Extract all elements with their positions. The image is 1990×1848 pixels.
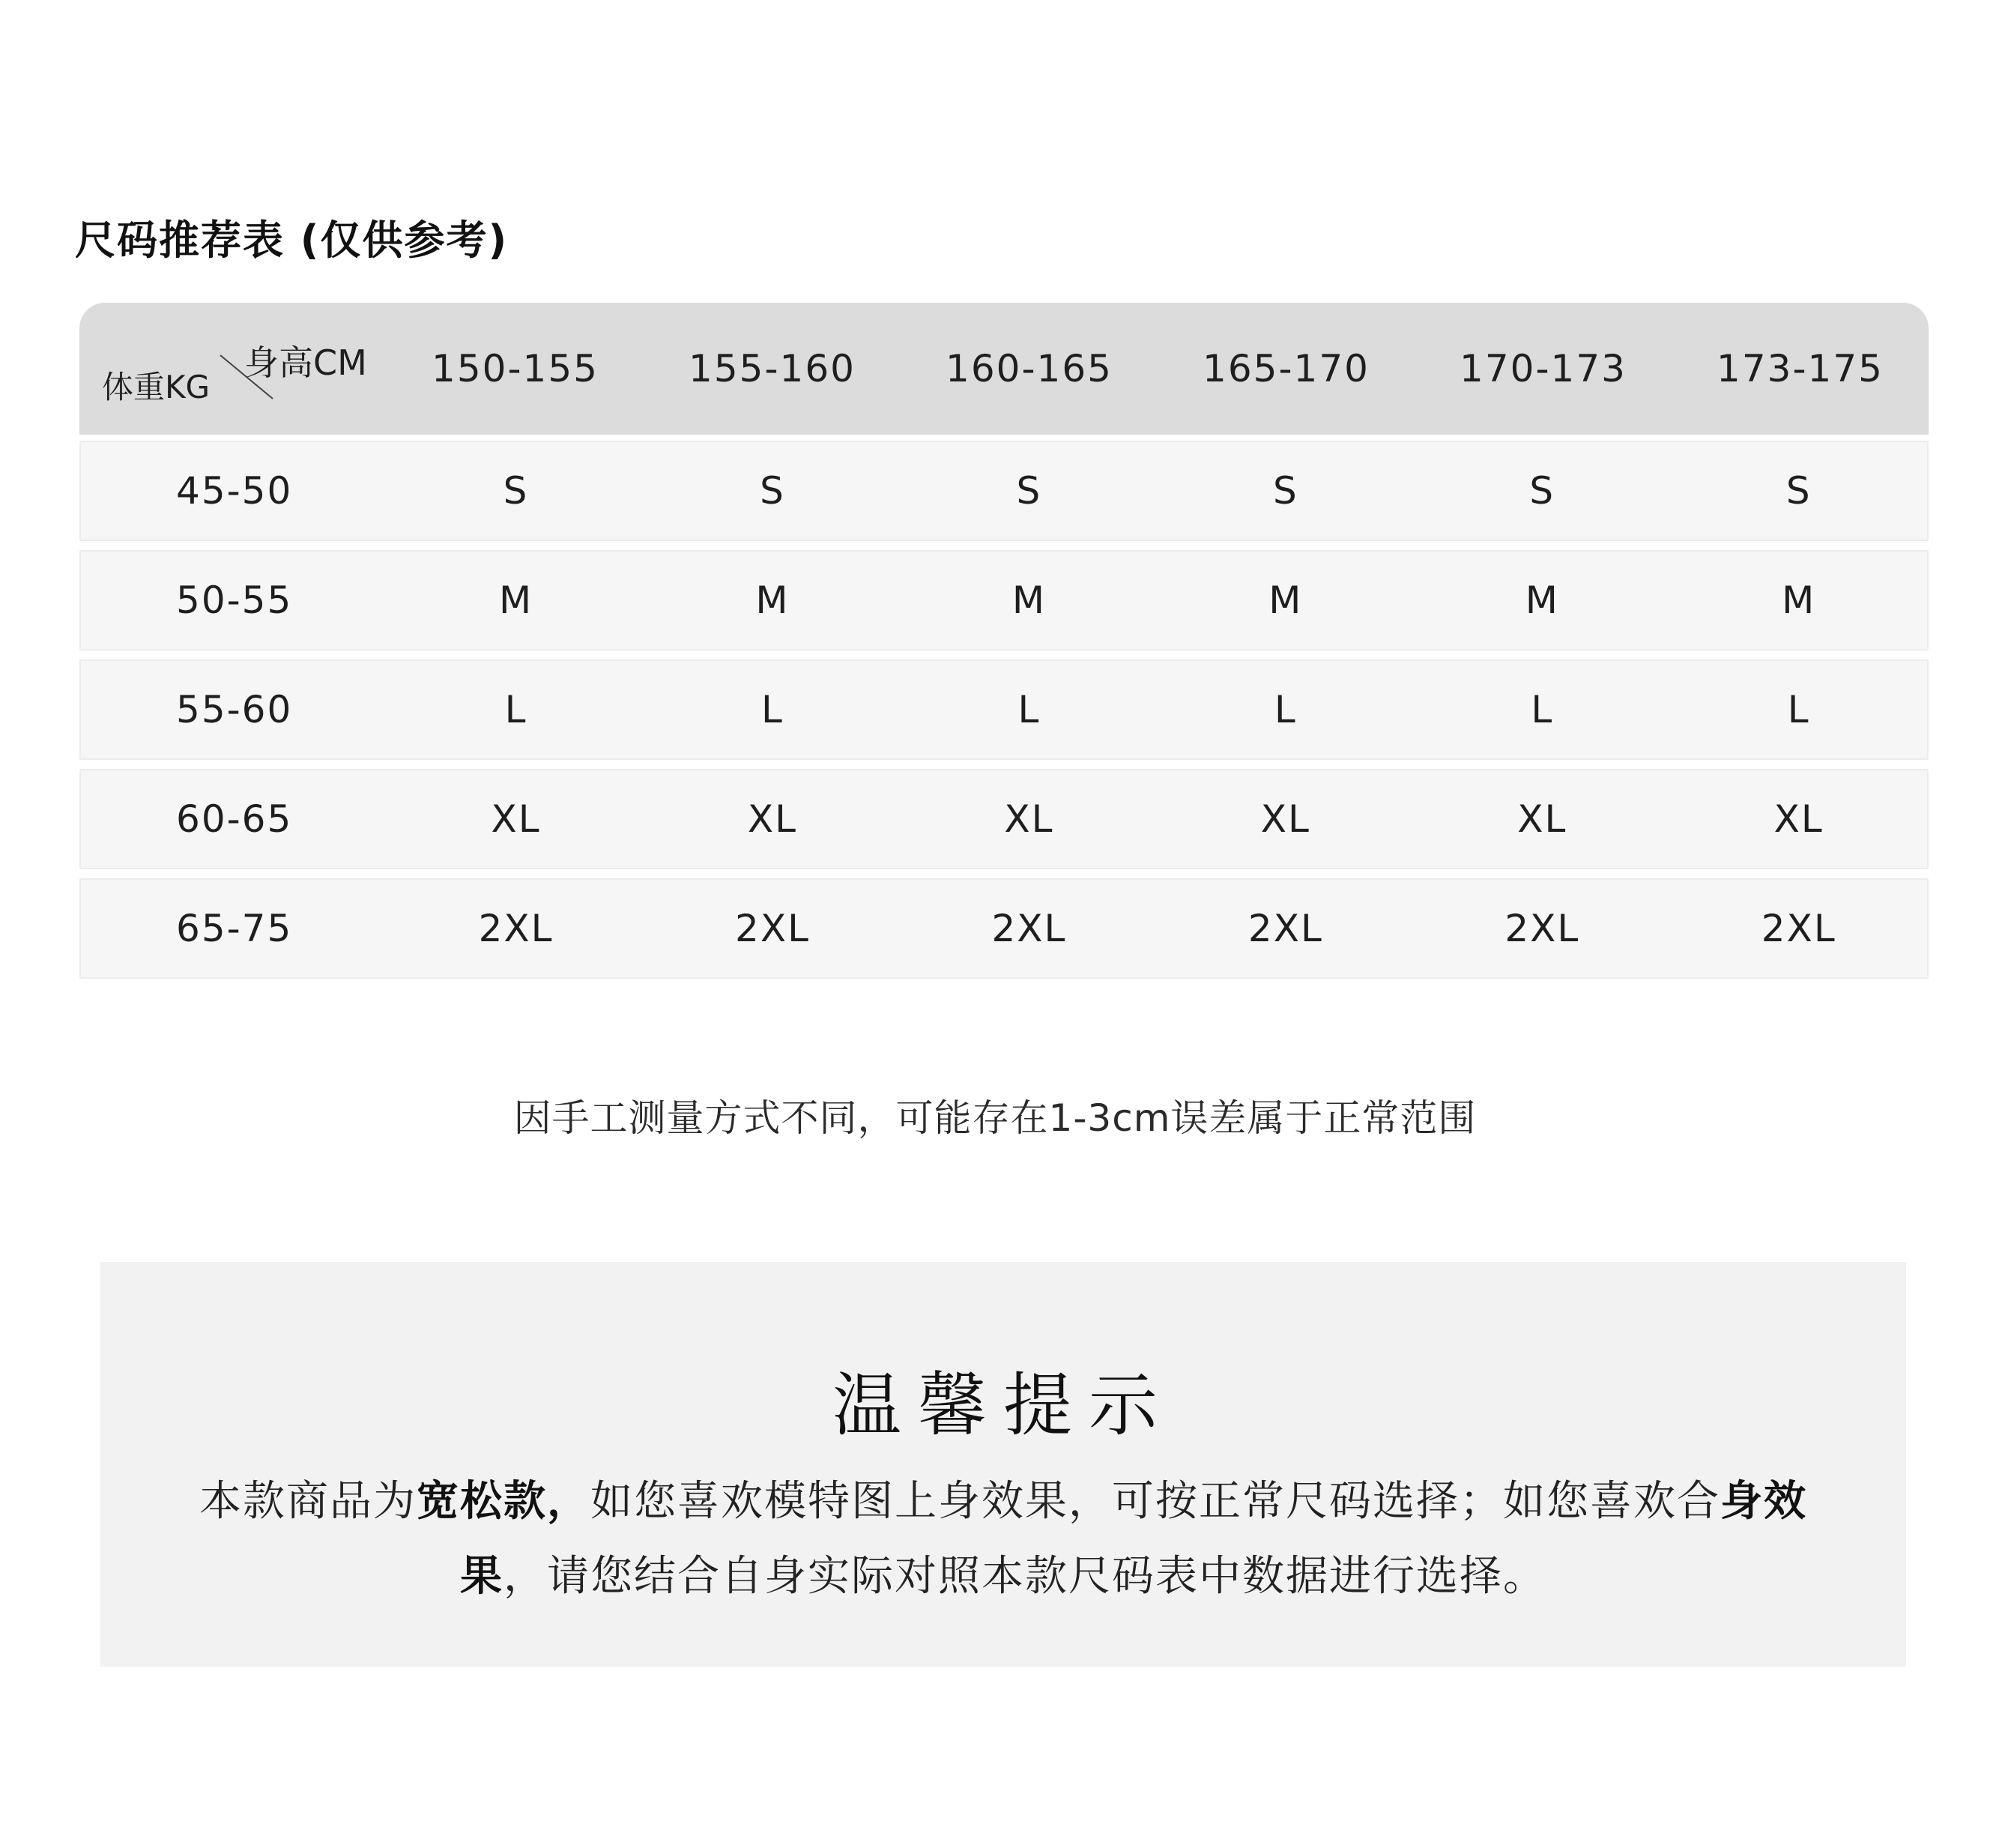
size-cell: 2XL: [1247, 907, 1323, 950]
tips-text: [168, 1464, 1839, 1614]
size-cell: 2XL: [1761, 907, 1836, 950]
header-height-range: 170-173: [1460, 347, 1627, 390]
size-cell: S: [1272, 469, 1298, 513]
size-cell: 2XL: [735, 907, 810, 950]
size-cell: M: [1268, 579, 1303, 622]
size-cell: XL: [1517, 797, 1567, 841]
size-cell: XL: [747, 797, 798, 841]
size-cell: L: [1787, 688, 1810, 731]
size-cell: 2XL: [478, 907, 554, 950]
size-cell: S: [1016, 469, 1042, 513]
size-table: [79, 303, 1929, 979]
header-height-range: 155-160: [689, 347, 856, 390]
size-cell: 2XL: [991, 907, 1067, 950]
header-height-range: 160-165: [946, 347, 1113, 390]
size-cell: XL: [1773, 797, 1824, 841]
weight-range: 65-75: [176, 907, 293, 950]
tips-text-bold: 身效果: [460, 1477, 1807, 1601]
size-cell: M: [1011, 579, 1046, 622]
size-cell: S: [760, 469, 785, 513]
size-cell: L: [1531, 688, 1554, 731]
table-row: [79, 550, 1929, 650]
tips-text-bold: 宽松款，: [417, 1477, 590, 1526]
table-row: [79, 441, 1929, 541]
size-cell: L: [1017, 688, 1041, 731]
page-title: 尺码推荐表 (仅供参考): [75, 217, 509, 264]
header-height-range: 165-170: [1203, 347, 1370, 390]
tips-text-part: 如您喜欢模特图上身效果，可按正常尺码选择；如您喜欢合: [590, 1477, 1720, 1526]
table-header: [79, 303, 1929, 435]
table-row: [79, 769, 1929, 869]
size-cell: L: [761, 688, 784, 731]
size-cell: M: [755, 579, 790, 622]
size-cell: M: [1525, 579, 1559, 622]
table-row: [79, 878, 1929, 979]
tips-title: 温馨提示: [832, 1365, 1174, 1446]
header-height-range: 150-155: [432, 347, 599, 390]
size-cell: 2XL: [1504, 907, 1580, 950]
size-cell: XL: [1260, 797, 1310, 841]
weight-range: 50-55: [176, 579, 293, 622]
header-height-range: 173-175: [1717, 347, 1884, 390]
size-cell: M: [1782, 579, 1816, 622]
height-axis-label: 身高CM: [244, 342, 367, 383]
size-cell: L: [504, 688, 527, 731]
size-cell: XL: [491, 797, 541, 841]
tips-text-part: 本款商品为: [199, 1477, 417, 1526]
measurement-note: 因手工测量方式不同，可能存在1-3cm误差属于正常范围: [513, 1096, 1477, 1140]
tips-text-part: ，请您结合自身实际对照本款尺码表中数据进行选择。: [503, 1552, 1546, 1601]
corner-cell: [79, 303, 387, 435]
size-cell: S: [503, 469, 529, 513]
size-cell: M: [498, 579, 533, 622]
size-cell: S: [1529, 469, 1555, 513]
weight-range: 45-50: [176, 469, 293, 513]
weight-axis-label: 体重KG: [102, 369, 211, 405]
weight-range: 60-65: [176, 797, 293, 841]
size-cell: XL: [1004, 797, 1054, 841]
size-cell: S: [1785, 469, 1812, 513]
size-cell: L: [1274, 688, 1297, 731]
weight-range: 55-60: [176, 688, 293, 731]
tips-panel: [100, 1262, 1906, 1667]
table-row: [79, 659, 1929, 760]
